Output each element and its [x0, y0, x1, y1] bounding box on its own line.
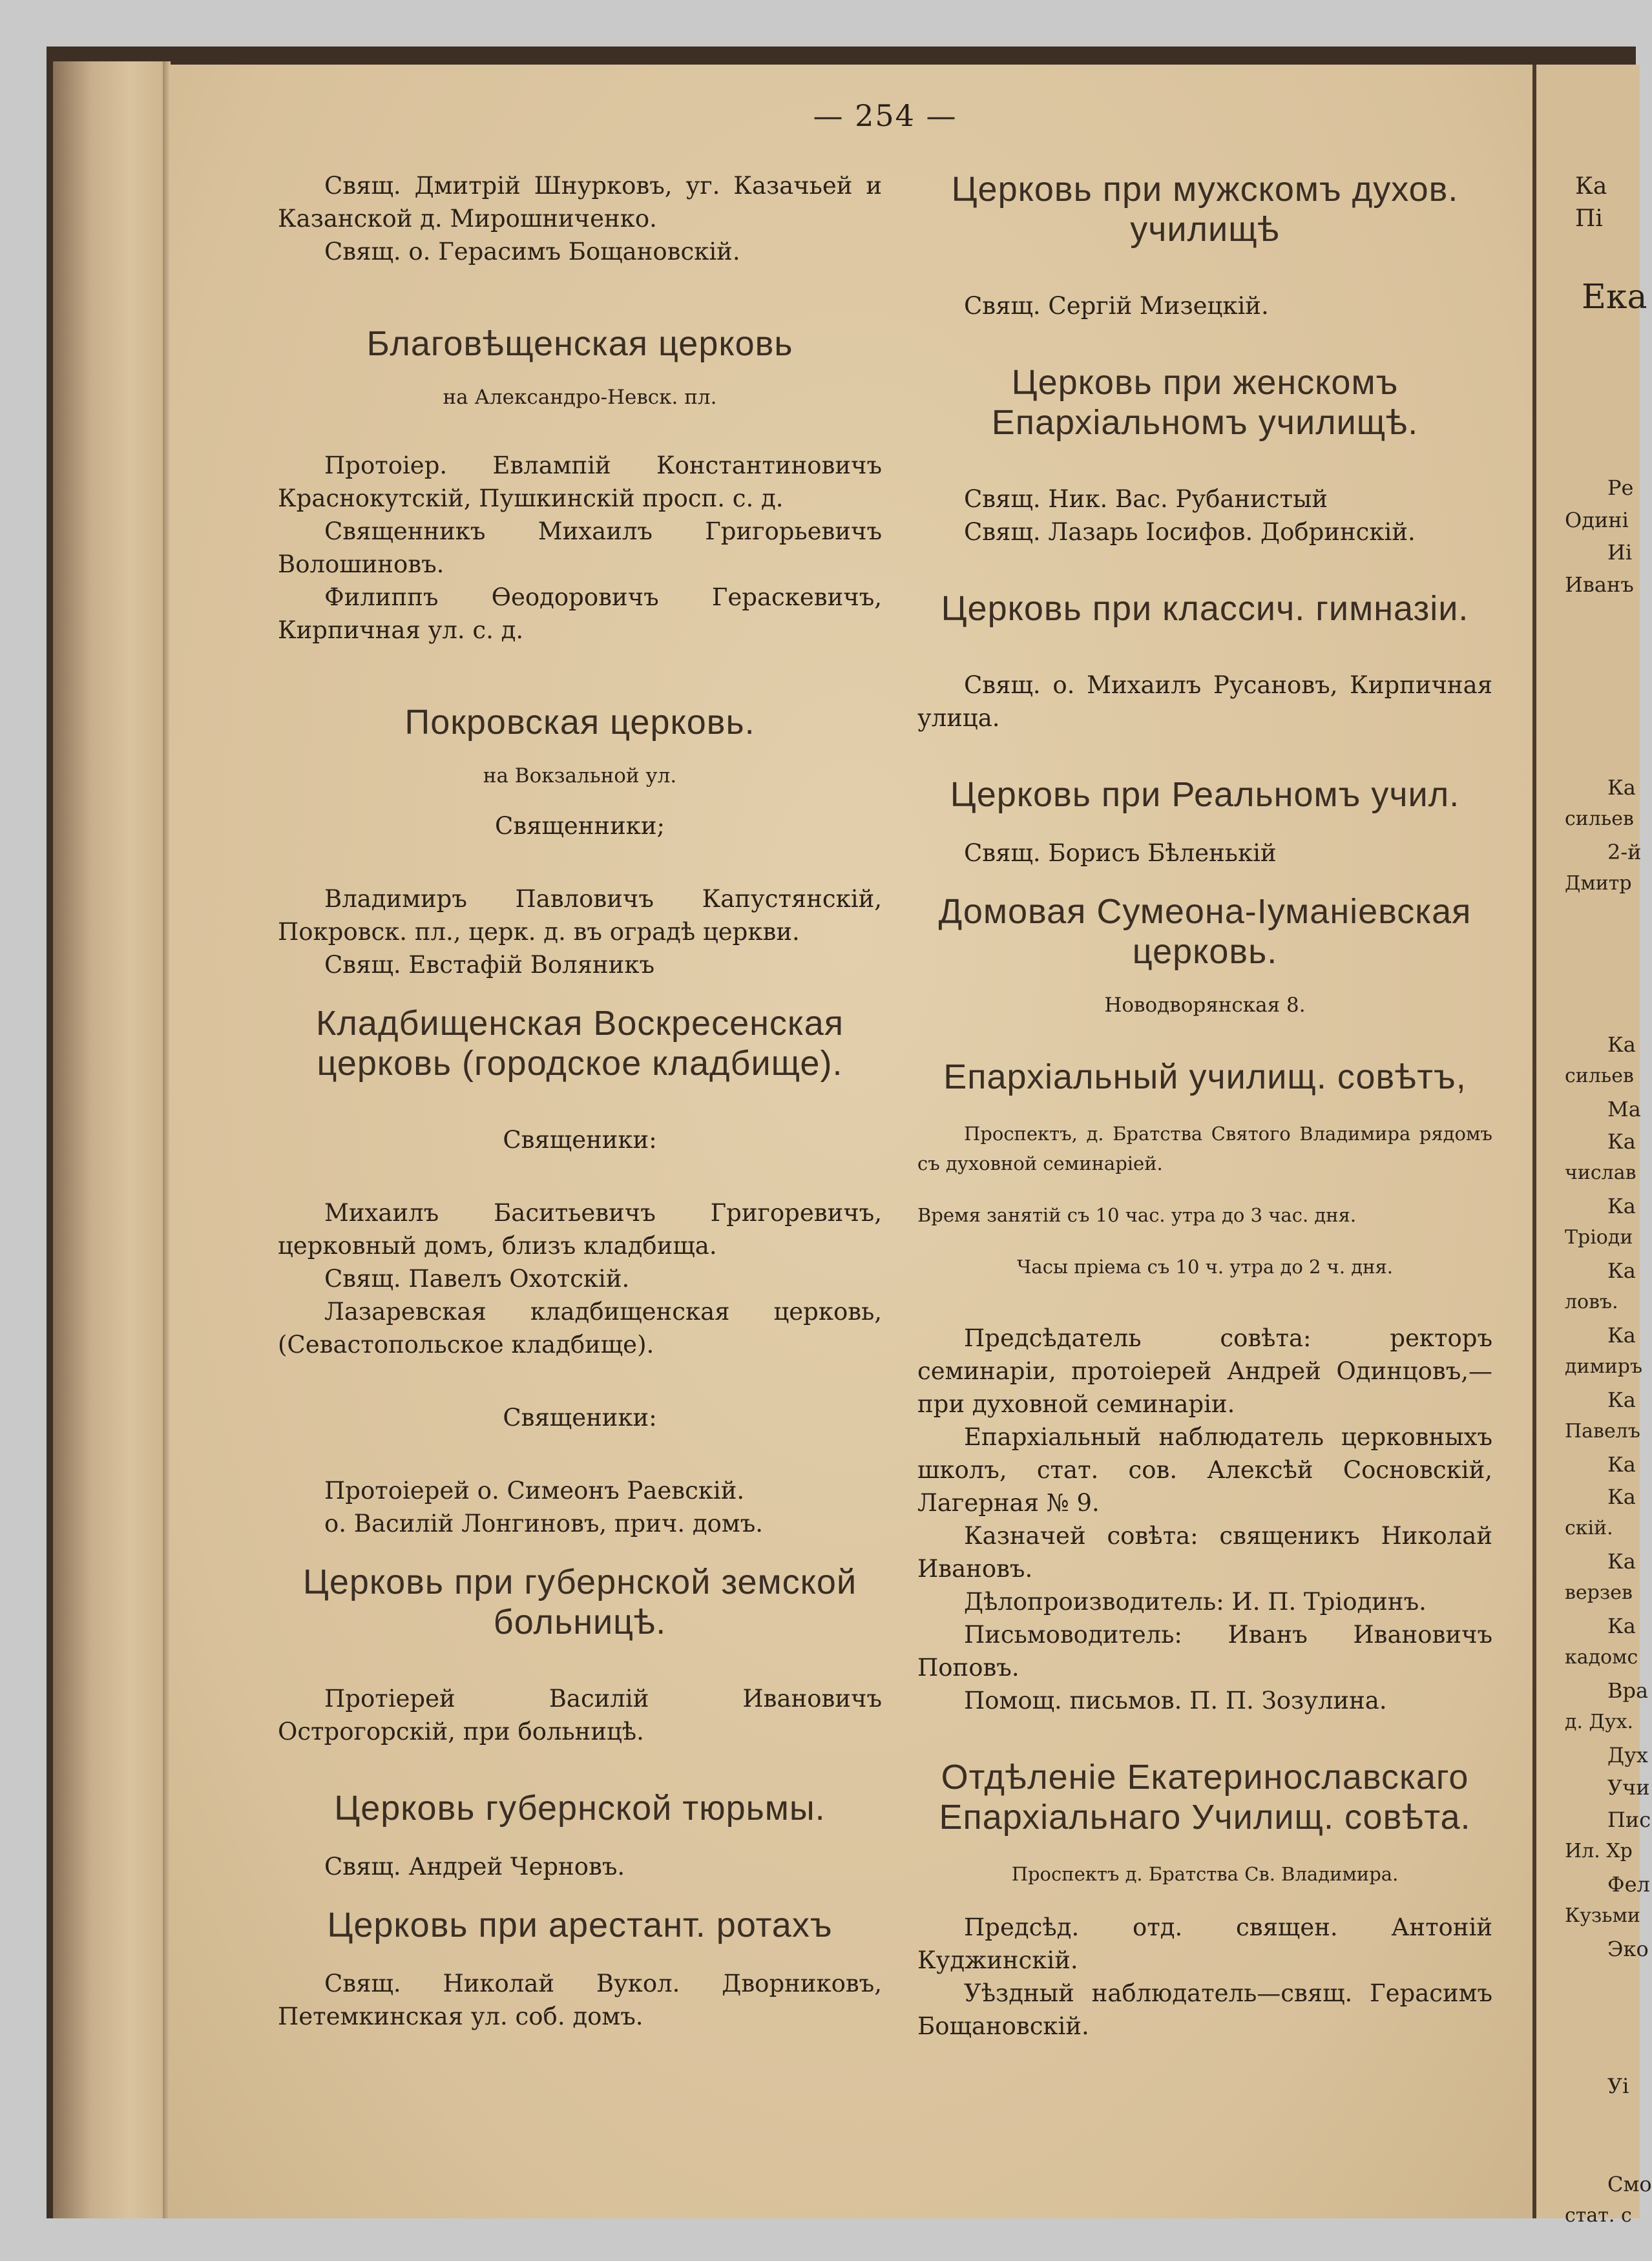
edge-fragment: Пі: [1575, 205, 1603, 232]
edge-fragment: д. Дух.: [1565, 1711, 1634, 1733]
edge-fragment: числав: [1565, 1162, 1636, 1184]
edge-fragment: Одині: [1565, 508, 1629, 532]
edge-fragment: Ка: [1607, 1549, 1636, 1574]
edge-fragment: Ка: [1607, 1452, 1636, 1477]
edge-fragment: Ка: [1607, 775, 1636, 800]
section-address: Проспектъ д. Братства Св. Владимира.: [1011, 1863, 1399, 1885]
section-heading: Домовая Сумеона-Іуманіевская церковь.: [938, 892, 1472, 971]
edge-fragment: Ка: [1607, 1323, 1636, 1348]
edge-fragment: Фел: [1607, 1872, 1650, 1897]
section-heading: Отдѣленіе Екатеринославскаго Епархіальнаго Училищ. совѣта.: [939, 1758, 1471, 1837]
office-hours: Время занятій съ 10 час. утра до 3 час. дня.: [917, 1204, 1357, 1226]
edge-fragment: стат. с: [1565, 2204, 1632, 2227]
entry: Протоіерей о. Симеонъ Раевскій.: [324, 1477, 745, 1505]
right-column: [917, 169, 1492, 2043]
edge-fragment: скій.: [1565, 1517, 1613, 1539]
reception-hours: Часы пріема съ 10 ч. утра до 2 ч. дня.: [1017, 1256, 1393, 1278]
entry: Свящ. Николай Вукол. Дворниковъ, Петемкинская ул. соб. домъ.: [278, 1970, 882, 2030]
section-address: Новодворянская 8.: [1104, 994, 1306, 1017]
edge-fragment: Павелъ: [1565, 1420, 1640, 1443]
entry: Свящ. о. Герасимъ Бощановскій.: [324, 238, 740, 266]
section-heading: Церковь при мужскомъ духов. училищѣ: [951, 170, 1459, 249]
edge-fragment: Ка: [1607, 1614, 1636, 1638]
edge-fragment: Ре: [1607, 475, 1634, 500]
book-spine-page-edges: [53, 61, 163, 2218]
entry: Письмоводитель: Иванъ Ивановичъ Поповъ.: [917, 1621, 1492, 1682]
edge-fragment: верзев: [1565, 1581, 1633, 1604]
entry: Протіерей Василій Ивановичъ Острогорскій, при больницѣ.: [278, 1685, 882, 1745]
entry: Свящ. Сергій Мизецкій.: [964, 292, 1269, 320]
edge-fragment: Ма: [1607, 1097, 1641, 1121]
entry: Свящ. Ник. Вас. Рубанистый: [964, 485, 1328, 513]
entry: Владимиръ Павловичъ Капустянскій, Покровск. пл., церк. д. въ оградѣ церкви.: [278, 885, 882, 946]
edge-fragment: димиръ: [1565, 1355, 1643, 1378]
edge-fragment: Ил. Хр: [1565, 1840, 1633, 1862]
edge-fragment: Ка: [1607, 1032, 1636, 1057]
edge-fragment: Дмитр: [1565, 872, 1632, 895]
page-number: — 254 —: [813, 98, 957, 133]
edge-fragment: ловъ.: [1565, 1291, 1618, 1313]
section-heading: Церковь при губернской земской больницѣ.: [302, 1563, 857, 1641]
edge-fragment: Вра: [1607, 1678, 1649, 1703]
section-heading: Благовѣщенская церковь: [366, 324, 793, 363]
entry: Свящ. Павелъ Охотскій.: [324, 1265, 630, 1293]
entry: Свящ. Борисъ Бѣленькій: [964, 839, 1277, 867]
edge-fragment: Иі: [1607, 540, 1633, 565]
section-heading: Церковь при Реальномъ учил.: [950, 775, 1460, 814]
section-address: Проспектъ, д. Братства Святого Владимира рядомъ съ духовной семинаріей.: [917, 1123, 1492, 1174]
edge-fragment: Кузьми: [1565, 1904, 1640, 1927]
section-address: на Александро-Невск. пл.: [443, 386, 717, 409]
section-heading: Церковь губернской тюрьмы.: [334, 1789, 826, 1828]
edge-fragment: Ка: [1575, 173, 1607, 200]
entry: Михаилъ Баситьевичъ Григоревичъ, церковный домъ, близъ кладбища.: [278, 1199, 882, 1260]
edge-fragment: Уі: [1607, 2074, 1629, 2098]
edge-fragment: Пис: [1607, 1808, 1651, 1832]
section-heading: Церковь при классич. гимназіи.: [941, 589, 1469, 628]
entry: Предсѣд. отд. священ. Антоній Куджинскій.: [917, 1913, 1492, 1974]
left-column: [278, 169, 882, 2033]
entry: о. Василій Лонгиновъ, прич. домъ.: [324, 1510, 764, 1537]
edge-fragment: Ка: [1607, 1388, 1636, 1412]
entry: Дѣлопроизводитель: И. П. Тріодинъ.: [964, 1588, 1427, 1616]
entry: Свящ. Андрей Черновъ.: [324, 1853, 625, 1881]
entry: Филиппъ Ѳеодоровичъ Гераскевичъ, Кирпичная ул. с. д.: [278, 583, 882, 644]
subheading: Священики:: [503, 1126, 657, 1154]
section-heading: Церковь при арестант. ротахъ: [327, 1906, 833, 1944]
edge-fragment: сильев: [1565, 808, 1634, 830]
section-address: на Вокзальной ул.: [483, 764, 677, 787]
edge-fragment: сильев: [1565, 1065, 1634, 1087]
section-heading: Кладбищенская Воскресенская церковь (городское кладбище).: [315, 1004, 844, 1083]
facing-page-edge: [1532, 65, 1652, 2227]
entry: Свящ. Евстафій Воляникъ: [324, 951, 655, 979]
entry: Лазаревская кладбищенская церковь, (Севастопольское кладбище).: [278, 1298, 882, 1359]
edge-fragment: 2-й: [1607, 840, 1642, 864]
edge-fragment: кадомс: [1565, 1646, 1638, 1669]
section-heading: Покровская церковь.: [404, 703, 755, 742]
entry: Свящ. Лазарь Іосифов. Добринскій.: [964, 518, 1416, 546]
edge-fragment: Ка: [1607, 1194, 1636, 1218]
entry: Уѣздный наблюдатель—свящ. Герасимъ Бощановскій.: [917, 1979, 1492, 2040]
entry: Протоіер. Евлампій Константиновичъ Краснокутскій, Пушкинскій просп. с. д.: [278, 452, 882, 512]
edge-fragment: Учи: [1607, 1775, 1650, 1800]
entry: Свящ. о. Михаилъ Русановъ, Кирпичная улица.: [917, 671, 1492, 732]
entry: Предсѣдатель совѣта: ректоръ семинаріи, протоіерей Андрей Одинцовъ,— при духовной семинаріи.: [917, 1324, 1492, 1418]
entry: Священникъ Михаилъ Григорьевичъ Волошиновъ.: [278, 517, 882, 578]
edge-fragment: Ека: [1582, 278, 1647, 317]
entry: Казначей совѣта: священикъ Николай Ивановъ.: [917, 1522, 1492, 1583]
edge-fragment: Ка: [1607, 1129, 1636, 1154]
edge-fragment: Тріоди: [1565, 1226, 1633, 1249]
edge-fragment: Смо: [1607, 2172, 1652, 2196]
subheading: Священики:: [503, 1404, 657, 1432]
edge-fragment: Ка: [1607, 1485, 1636, 1509]
edge-fragment: Иванъ: [1565, 572, 1634, 597]
edge-fragment: Эко: [1607, 1937, 1649, 1961]
entry: Свящ. Дмитрій Шнурковъ, уг. Казачьей и Казанской д. Мирошниченко.: [278, 172, 882, 233]
entry: Помощ. письмов. П. П. Зозулина.: [964, 1687, 1387, 1714]
edge-fragment: Дух: [1607, 1743, 1648, 1767]
section-heading: Церковь при женскомъ Епархіальномъ училищѣ.: [991, 363, 1419, 442]
entry: Епархіальный наблюдатель церковныхъ школъ, стат. сов. Алексѣй Сосновскій, Лагерная № 9.: [917, 1423, 1492, 1517]
section-heading: Епархіальный училищ. совѣтъ,: [943, 1058, 1467, 1096]
edge-fragment: Ка: [1607, 1258, 1636, 1283]
subheading: Священники;: [494, 812, 665, 840]
